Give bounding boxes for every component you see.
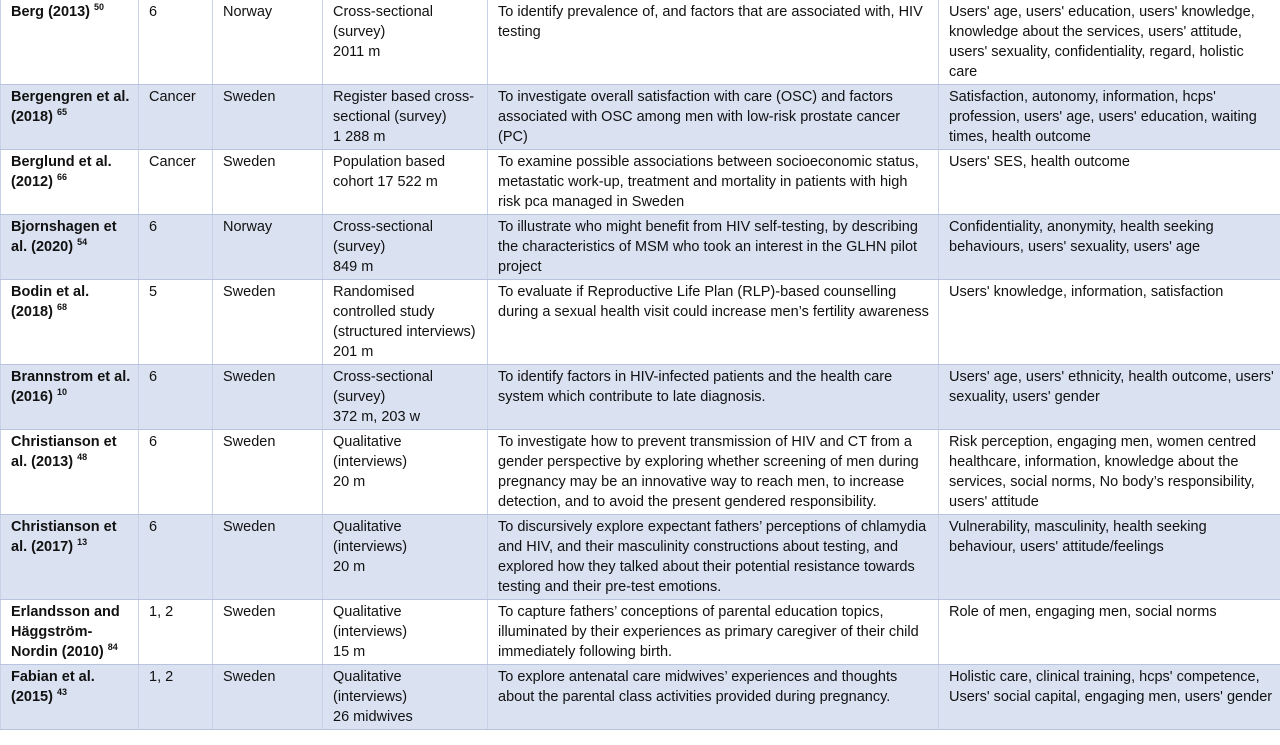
code-cell: Cancer [139,85,213,150]
reference-number: 65 [56,107,67,118]
design-cell: Qualitative (interviews) 15 m [323,600,488,665]
table-row [1,665,1280,730]
factors-cell: Users' age, users' ethnicity, health outcome, users' sexuality, users' gender [939,365,1280,430]
table-row [1,600,1280,665]
study-cell [1,430,139,515]
aim-cell: To discursively explore expectant fathers’ perceptions of chlamydia and HIV, and their masculinity constructions about testing, and explored how they talked about their potential resistance towards testing and their pre-test emotions. [488,515,939,600]
study-name: Erlandsson and Häggström-Nordin (2010) [11,604,120,660]
reference-number: 84 [107,642,118,653]
country-cell: Norway [213,0,323,85]
reference-number: 43 [56,687,67,698]
country-cell: Norway [213,215,323,280]
code-cell: 6 [139,365,213,430]
country-cell: Sweden [213,365,323,430]
reference-number: 13 [77,537,88,548]
reference-number: 10 [56,387,67,398]
study-cell [1,150,139,215]
reference-number: 68 [56,302,67,313]
country-cell: Sweden [213,430,323,515]
factors-cell: Vulnerability, masculinity, health seeking behaviour, users' attitude/feelings [939,515,1280,600]
code-cell: 5 [139,280,213,365]
design-cell: Qualitative (interviews) 26 midwives [323,665,488,730]
factors-cell: Users' SES, health outcome [939,150,1280,215]
study-name: Bodin et al. (2018) [11,284,90,320]
country-cell: Sweden [213,280,323,365]
study-cell [1,85,139,150]
code-cell: 6 [139,215,213,280]
study-name: Christianson et al. (2013) [11,434,117,470]
code-cell: Cancer [139,150,213,215]
reference-number: 48 [77,452,88,463]
study-name: Christianson et al. (2017) [11,519,117,555]
design-cell: Cross-sectional (survey) 372 m, 203 w [323,365,488,430]
aim-cell: To investigate overall satisfaction with care (OSC) and factors associated with OSC among men with low-risk prostate cancer (PC) [488,85,939,150]
study-cell [1,215,139,280]
factors-cell: Users' knowledge, information, satisfaction [939,280,1280,365]
reference-number: 54 [77,237,88,248]
factors-cell: Risk perception, engaging men, women centred healthcare, information, knowledge about the services, social norms, No body’s responsibility, users' attitude [939,430,1280,515]
aim-cell: To evaluate if Reproductive Life Plan (RLP)-based counselling during a sexual health visit could increase men’s fertility awareness [488,280,939,365]
table-row [1,85,1280,150]
design-cell: Population based cohort 17 522 m [323,150,488,215]
country-cell: Sweden [213,665,323,730]
factors-cell: Holistic care, clinical training, hcps' competence, Users' social capital, engaging men, users' gender [939,665,1280,730]
reference-number: 66 [56,172,67,183]
factors-cell: Users' age, users' education, users' knowledge, knowledge about the services, users' attitude, users' sexuality, confidentiality, regard, holistic care [939,0,1280,85]
studies-table-body [1,0,1280,730]
code-cell: 6 [139,0,213,85]
study-name: Berg (2013) [11,4,90,20]
design-cell: Cross-sectional (survey) 849 m [323,215,488,280]
code-cell: 6 [139,430,213,515]
design-cell: Cross-sectional (survey) 2011 m [323,0,488,85]
factors-cell: Confidentiality, anonymity, health seeking behaviours, users' sexuality, users' age [939,215,1280,280]
aim-cell: To examine possible associations between socioeconomic status, metastatic work-up, treatment and mortality in patients with high risk pca managed in Sweden [488,150,939,215]
table-row [1,280,1280,365]
study-cell [1,0,139,85]
study-cell [1,600,139,665]
table-row [1,0,1280,85]
study-name: Bergengren et al. (2018) [11,89,130,125]
study-name: Brannstrom et al. (2016) [11,369,131,405]
aim-cell: To illustrate who might benefit from HIV self-testing, by describing the characteristics of MSM who took an interest in the GLHN pilot project [488,215,939,280]
country-cell: Sweden [213,515,323,600]
code-cell: 1, 2 [139,665,213,730]
table-row [1,365,1280,430]
aim-cell: To investigate how to prevent transmission of HIV and CT from a gender perspective by exploring whether screening of men during pregnancy may be an innovative way to reach men, to increase detection, and to avoid the present gendered responsibility. [488,430,939,515]
table-row [1,515,1280,600]
code-cell: 1, 2 [139,600,213,665]
study-cell [1,515,139,600]
design-cell: Qualitative (interviews) 20 m [323,430,488,515]
aim-cell: To identify factors in HIV-infected patients and the health care system which contribute to late diagnosis. [488,365,939,430]
country-cell: Sweden [213,150,323,215]
reference-number: 50 [94,2,105,13]
study-cell [1,665,139,730]
study-cell [1,280,139,365]
factors-cell: Role of men, engaging men, social norms [939,600,1280,665]
aim-cell: To identify prevalence of, and factors that are associated with, HIV testing [488,0,939,85]
study-cell [1,365,139,430]
factors-cell: Satisfaction, autonomy, information, hcps' profession, users' age, users' education, waiting times, health outcome [939,85,1280,150]
table-row [1,150,1280,215]
study-name: Bjornshagen et al. (2020) [11,219,117,255]
table-row [1,430,1280,515]
country-cell: Sweden [213,600,323,665]
design-cell: Register based cross-sectional (survey) 1 288 m [323,85,488,150]
design-cell: Qualitative (interviews) 20 m [323,515,488,600]
aim-cell: To capture fathers’ conceptions of parental education topics, illuminated by their experiences as primary caregiver of their child immediately following birth. [488,600,939,665]
table-row [1,215,1280,280]
study-name: Berglund et al. (2012) [11,154,112,190]
study-name: Fabian et al. (2015) [11,669,95,705]
country-cell: Sweden [213,85,323,150]
aim-cell: To explore antenatal care midwives’ experiences and thoughts about the parental class activities provided during pregnancy. [488,665,939,730]
design-cell: Randomised controlled study (structured interviews) 201 m [323,280,488,365]
code-cell: 6 [139,515,213,600]
